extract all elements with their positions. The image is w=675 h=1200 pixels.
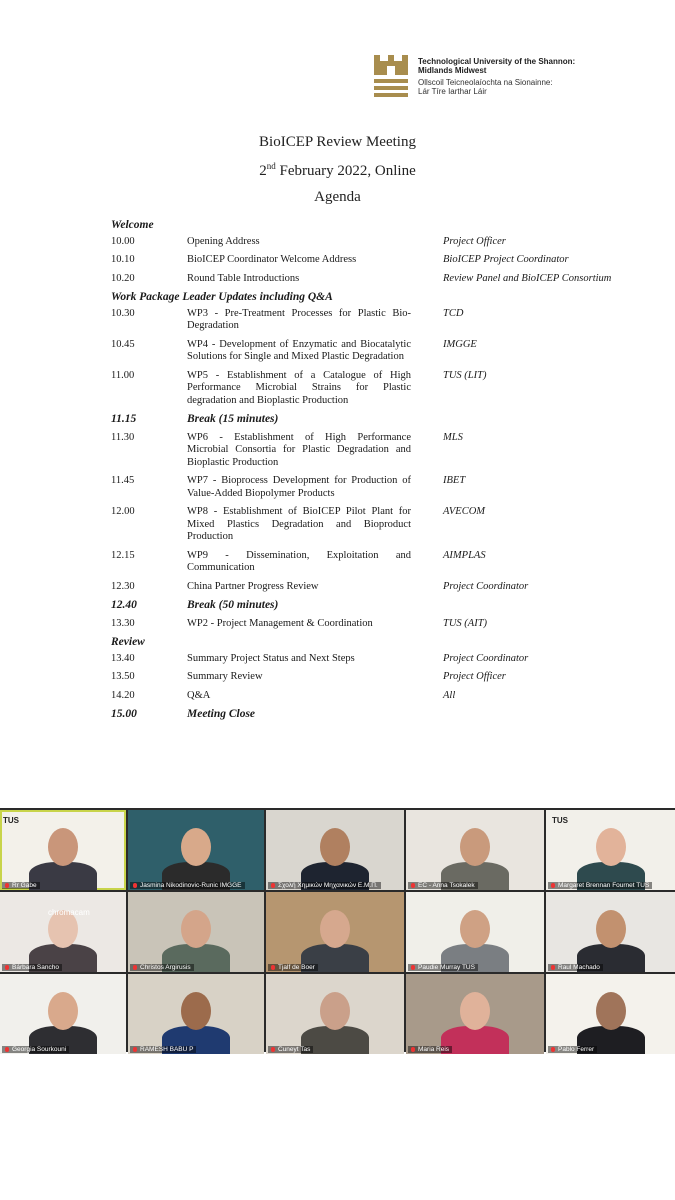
participant-name-text: Bárbara Sancho	[12, 964, 59, 971]
participant-face	[460, 992, 490, 1030]
agenda	[111, 214, 631, 727]
agenda-item	[111, 339, 631, 364]
agenda-presenter: Project Coordinator	[443, 652, 529, 664]
university-name	[418, 57, 575, 96]
agenda-presenter: Project Officer	[443, 671, 506, 682]
participant-tile[interactable]	[128, 810, 264, 890]
participant-face	[596, 828, 626, 866]
agenda-presenter: MLS	[443, 431, 463, 443]
mic-muted-icon	[5, 883, 9, 888]
meeting-date	[0, 161, 675, 180]
meeting-close	[111, 708, 631, 721]
participant-name-text: Maria Reis	[418, 1046, 450, 1053]
participant-tile[interactable]	[406, 974, 544, 1054]
close-desc: Meeting Close	[187, 708, 256, 720]
university-logo	[374, 55, 574, 103]
participant-name-text: Raul Machado	[558, 964, 600, 971]
date-day: 2	[259, 163, 267, 179]
agenda-presenter: All	[443, 689, 456, 701]
break-2-desc: Break (50 minutes)	[187, 599, 279, 611]
agenda-description: WP9 - Dissemination, Exploitation and Communication	[187, 549, 411, 573]
agenda-description: WP8 - Establishment of BioICEP Pilot Plant for Mixed Plastics Degradation and Bioproduct Production	[187, 506, 411, 542]
participant-badge: chromacam	[48, 908, 90, 917]
participant-tile[interactable]	[0, 810, 126, 890]
agenda-item	[111, 254, 631, 267]
participant-face	[181, 992, 211, 1030]
agenda-description: WP5 - Establishment of a Catalogue of High Performance Microbial Strains for Plastic degradation and Bioplastic Production	[187, 369, 411, 406]
participant-name	[130, 964, 194, 971]
agenda-description: Q&A	[187, 689, 211, 701]
agenda-time: 11.45	[111, 475, 135, 486]
agenda-time: 12.15	[111, 549, 135, 561]
agenda-item	[111, 550, 631, 575]
agenda-presenter: TCD	[443, 307, 464, 319]
agenda-presenter: IBET	[443, 475, 466, 486]
agenda-description: WP6 - Establishment of High Performance Microbial Consortia for Plastic Degradation and Bioplastic Production	[187, 431, 411, 468]
participant-name-text: Σχολή Χημικών Μηχανικών Ε.Μ.Π.	[278, 882, 378, 889]
agenda-item	[111, 671, 631, 684]
participant-name	[548, 1046, 597, 1053]
agenda-time: 10.20	[111, 272, 135, 284]
agenda-presenter: Project Coordinator	[443, 580, 529, 592]
participant-name-text: RAMESH BABU P	[140, 1046, 194, 1053]
video-call-grid	[0, 808, 675, 1052]
agenda-description: WP2 - Project Management & Coordination	[187, 617, 373, 629]
participant-name-text: Pablo Ferrer	[558, 1046, 595, 1053]
break-1	[111, 413, 631, 426]
wp-items-b	[111, 432, 631, 594]
participant-tile[interactable]	[546, 974, 675, 1054]
agenda-item	[111, 370, 631, 408]
agenda-presenter: IMGGE	[443, 338, 477, 350]
participant-tile[interactable]	[546, 892, 675, 972]
agenda-time: 13.30	[111, 617, 135, 629]
mic-muted-icon	[551, 965, 555, 970]
mic-muted-icon	[133, 1047, 137, 1052]
mic-muted-icon	[551, 1047, 555, 1052]
section-review: Review	[111, 636, 145, 648]
participant-tile[interactable]	[406, 810, 544, 890]
participant-name-text: Jasmina Nikodinovic-Runic IMGGE	[140, 882, 242, 889]
participant-name	[548, 964, 603, 971]
participant-face	[181, 828, 211, 866]
participant-name-text: Tjalf de Boer	[278, 964, 315, 971]
agenda-presenter: Review Panel and BioICEP Consortium	[443, 272, 612, 284]
agenda-time: 11.00	[111, 369, 135, 381]
agenda-presenter: TUS (AIT)	[443, 617, 488, 629]
agenda-description: WP7 - Bioprocess Development for Production of Value-Added Biopolymer Products	[187, 475, 411, 499]
agenda-description: Round Table Introductions	[187, 272, 300, 284]
agenda-description: Summary Review	[187, 671, 263, 682]
agenda-item	[111, 581, 631, 594]
participant-name-text: Rr Gabe	[12, 882, 37, 889]
participant-name	[2, 1046, 69, 1053]
participant-tile[interactable]	[266, 810, 404, 890]
date-rest: February 2022, Online	[275, 163, 416, 179]
agenda-description: BioICEP Coordinator Welcome Address	[187, 254, 357, 265]
agenda-item	[111, 432, 631, 470]
participant-face	[596, 992, 626, 1030]
mic-muted-icon	[411, 1047, 415, 1052]
participant-tile[interactable]	[0, 892, 126, 972]
agenda-item	[111, 308, 631, 333]
participant-face	[48, 992, 78, 1030]
agenda-presenter: Project Officer	[443, 235, 506, 247]
wp-items-c	[111, 618, 631, 631]
agenda-presenter: TUS (LIT)	[443, 369, 487, 381]
mic-muted-icon	[133, 883, 137, 888]
participant-name	[268, 964, 318, 971]
review-items	[111, 653, 631, 703]
agenda-time: 11.30	[111, 431, 135, 443]
participant-name-text: Georgia Sourkouni	[12, 1046, 67, 1053]
participant-tile[interactable]	[546, 810, 675, 890]
agenda-item	[111, 653, 631, 666]
section-welcome: Welcome	[111, 219, 154, 231]
participant-face	[320, 910, 350, 948]
mic-muted-icon	[5, 1047, 9, 1052]
agenda-item	[111, 690, 631, 703]
agenda-presenter: BioICEP Project Coordinator	[443, 254, 569, 265]
agenda-heading: Agenda	[314, 189, 361, 205]
university-name-ga-2: Lár Tíre Iarthar Láir	[418, 87, 487, 96]
mic-muted-icon	[411, 883, 415, 888]
participant-tile[interactable]	[0, 974, 126, 1054]
participant-badge: TUS	[552, 816, 568, 825]
mic-muted-icon	[5, 965, 9, 970]
agenda-time: 10.00	[111, 235, 135, 247]
mic-muted-icon	[271, 965, 275, 970]
agenda-description: Opening Address	[187, 235, 260, 247]
agenda-description: China Partner Progress Review	[187, 580, 319, 592]
participant-name	[408, 882, 478, 889]
participant-name	[130, 882, 245, 889]
agenda-time: 13.40	[111, 652, 135, 664]
participant-name	[2, 882, 40, 889]
agenda-time: 13.50	[111, 671, 135, 682]
participant-face	[320, 828, 350, 866]
agenda-time: 10.45	[111, 338, 135, 350]
agenda-time: 10.10	[111, 254, 135, 265]
mic-muted-icon	[271, 883, 275, 888]
participant-tile[interactable]	[266, 892, 404, 972]
participant-name-text: Paudie Murray TUS	[418, 964, 475, 971]
mic-muted-icon	[551, 883, 555, 888]
participant-name-text: Christos Argirusis	[140, 964, 191, 971]
wp-items-a	[111, 308, 631, 408]
university-name-en-2: Midlands Midwest	[418, 66, 487, 75]
participant-name	[2, 964, 62, 971]
participant-name-text: Margaret Brennan Fournet TUS	[558, 882, 650, 889]
agenda-item	[111, 506, 631, 544]
agenda-description: WP4 - Development of Enzymatic and Biocatalytic Solutions for Single and Mixed Plastic Degradation	[187, 338, 411, 362]
break-2-time: 12.40	[111, 599, 137, 611]
agenda-item	[111, 236, 631, 249]
participant-badge: TUS	[3, 816, 19, 825]
agenda-description: Summary Project Status and Next Steps	[187, 652, 355, 664]
participant-name-text: EC - Anna Tsokalek	[418, 882, 475, 889]
participant-tile[interactable]	[128, 892, 264, 972]
participant-name	[268, 1046, 313, 1053]
agenda-description: WP3 - Pre-Treatment Processes for Plastic Bio-Degradation	[187, 307, 411, 331]
university-name-en-1: Technological University of the Shannon:	[418, 57, 576, 66]
mic-muted-icon	[133, 965, 137, 970]
break-1-time: 11.15	[111, 413, 137, 425]
section-wp-updates: Work Package Leader Updates including Q&A	[111, 291, 333, 303]
agenda-time: 12.30	[111, 580, 135, 592]
mic-muted-icon	[271, 1047, 275, 1052]
participant-tile[interactable]	[266, 974, 404, 1054]
participant-face	[48, 828, 78, 866]
participant-face	[460, 828, 490, 866]
agenda-time: 14.20	[111, 689, 135, 701]
participant-name	[408, 964, 478, 971]
mic-muted-icon	[411, 965, 415, 970]
university-name-ga-1: Ollscoil Teicneolaíochta na Sionainne:	[418, 78, 553, 87]
participant-name-text: Cuneyt Tas	[278, 1046, 311, 1053]
participant-face	[596, 910, 626, 948]
agenda-item	[111, 618, 631, 631]
participant-name	[130, 1046, 196, 1053]
break-2	[111, 599, 631, 612]
agenda-item	[111, 273, 631, 286]
participant-face	[181, 910, 211, 948]
participant-name	[268, 882, 381, 889]
participant-face	[460, 910, 490, 948]
close-time: 15.00	[111, 708, 137, 720]
welcome-items	[111, 236, 631, 286]
agenda-time: 10.30	[111, 307, 135, 319]
castle-logo-icon	[374, 55, 408, 101]
meeting-title: BioICEP Review Meeting	[259, 134, 416, 150]
participant-face	[320, 992, 350, 1030]
participant-name	[548, 882, 652, 889]
break-1-desc: Break (15 minutes)	[187, 413, 279, 425]
agenda-presenter: AVECOM	[443, 506, 486, 517]
participant-tile[interactable]	[406, 892, 544, 972]
agenda-item	[111, 475, 631, 500]
agenda-presenter: AIMPLAS	[443, 549, 486, 561]
participant-name	[408, 1046, 452, 1053]
date-suffix: nd	[266, 161, 276, 171]
participant-tile[interactable]	[128, 974, 264, 1054]
agenda-time: 12.00	[111, 506, 135, 517]
